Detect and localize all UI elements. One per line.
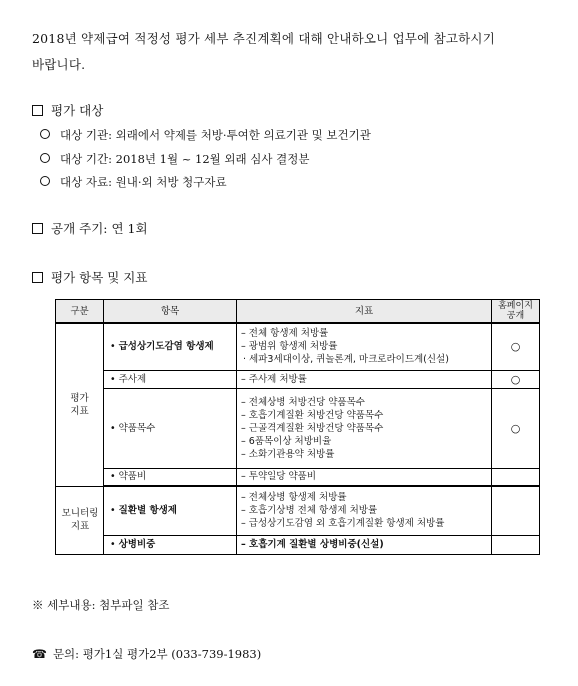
row-indicators: – 전체상병 항생제 처방률 – 호흡기상병 전체 항생제 처방률 – 급성상기도감염 외 호흡기계질환 항생제 처방률 bbox=[237, 486, 492, 535]
row-item: • 급성상기도감염 항생제 bbox=[104, 323, 237, 370]
detail-note: ※ 세부내용: 첨부파일 참조 bbox=[32, 598, 170, 612]
row-indicators: – 전체 항생제 처방률 – 광범위 항생제 처방률 · 세파3세대이상, 퀴놀론계, 마크로라이드계(신설) bbox=[237, 323, 492, 370]
intro-line-1: 2018년 약제급여 적정성 평가 세부 추진계획에 대해 안내하오니 업무에 참고하시기 bbox=[32, 31, 495, 46]
target-item-data: 대상 자료: 원내·외 처방 청구자료 bbox=[40, 174, 227, 190]
group-evaluation: 평가 지표 bbox=[56, 323, 104, 486]
section-indicators-heading bbox=[32, 268, 147, 286]
header-indicator: 지표 bbox=[237, 300, 492, 324]
table-row bbox=[56, 535, 540, 554]
row-public: ○ bbox=[492, 323, 540, 370]
row-public bbox=[492, 468, 540, 486]
row-item: • 상병비중 bbox=[104, 535, 237, 554]
row-public: ○ bbox=[492, 370, 540, 388]
contact-line bbox=[32, 646, 261, 662]
section-cycle-heading bbox=[32, 219, 148, 237]
header-item: 항목 bbox=[104, 300, 237, 324]
section-cycle-title: 공개 주기: 연 1회 bbox=[51, 221, 148, 236]
circle-bullet-icon bbox=[40, 176, 50, 186]
target-item-institution: 대상 기관: 외래에서 약제를 처방·투여한 의료기관 및 보건기관 bbox=[40, 127, 371, 143]
row-public: ○ bbox=[492, 388, 540, 468]
contact-text: 문의: 평가1실 평가2부 (033-739-1983) bbox=[52, 647, 262, 661]
row-item: • 질환별 항생제 bbox=[104, 486, 237, 535]
table-row bbox=[56, 323, 540, 370]
table-header-row bbox=[56, 300, 540, 324]
checkbox-square-icon bbox=[32, 272, 43, 283]
header-public: 홈페이지 공개 bbox=[492, 300, 540, 324]
indicator-table bbox=[55, 299, 540, 555]
row-item: • 약품목수 bbox=[104, 388, 237, 468]
section-target-title: 평가 대상 bbox=[51, 103, 104, 118]
section-indicators-title: 평가 항목 및 지표 bbox=[51, 270, 148, 285]
row-indicators: – 전체상병 처방건당 약품목수 – 호흡기계질환 처방건당 약품목수 – 근골격계질환 처방건당 약품목수 – 6품목이상 처방비율 – 소화기관용약 처방률 bbox=[237, 388, 492, 468]
group-monitoring: 모니터링 지표 bbox=[56, 486, 104, 554]
table-row bbox=[56, 388, 540, 468]
checkbox-square-icon bbox=[32, 223, 43, 234]
row-public bbox=[492, 535, 540, 554]
row-item: • 주사제 bbox=[104, 370, 237, 388]
target-item-period: 대상 기간: 2018년 1월 ~ 12월 외래 심사 결정분 bbox=[40, 151, 310, 167]
circle-bullet-icon bbox=[40, 129, 50, 139]
row-indicators: – 투약일당 약품비 bbox=[237, 468, 492, 486]
row-indicators: – 주사제 처방률 bbox=[237, 370, 492, 388]
row-public bbox=[492, 486, 540, 535]
table-row bbox=[56, 370, 540, 388]
section-target-heading bbox=[32, 101, 103, 119]
checkbox-square-icon bbox=[32, 105, 43, 116]
circle-bullet-icon bbox=[40, 153, 50, 163]
header-category: 구분 bbox=[56, 300, 104, 324]
row-indicators: – 호흡기계 질환별 상병비중(신설) bbox=[237, 535, 492, 554]
row-item: • 약품비 bbox=[104, 468, 237, 486]
phone-icon: ☎ bbox=[32, 647, 47, 661]
intro-line-2: 바랍니다. bbox=[32, 57, 86, 72]
table-row bbox=[56, 486, 540, 535]
table-row bbox=[56, 468, 540, 486]
